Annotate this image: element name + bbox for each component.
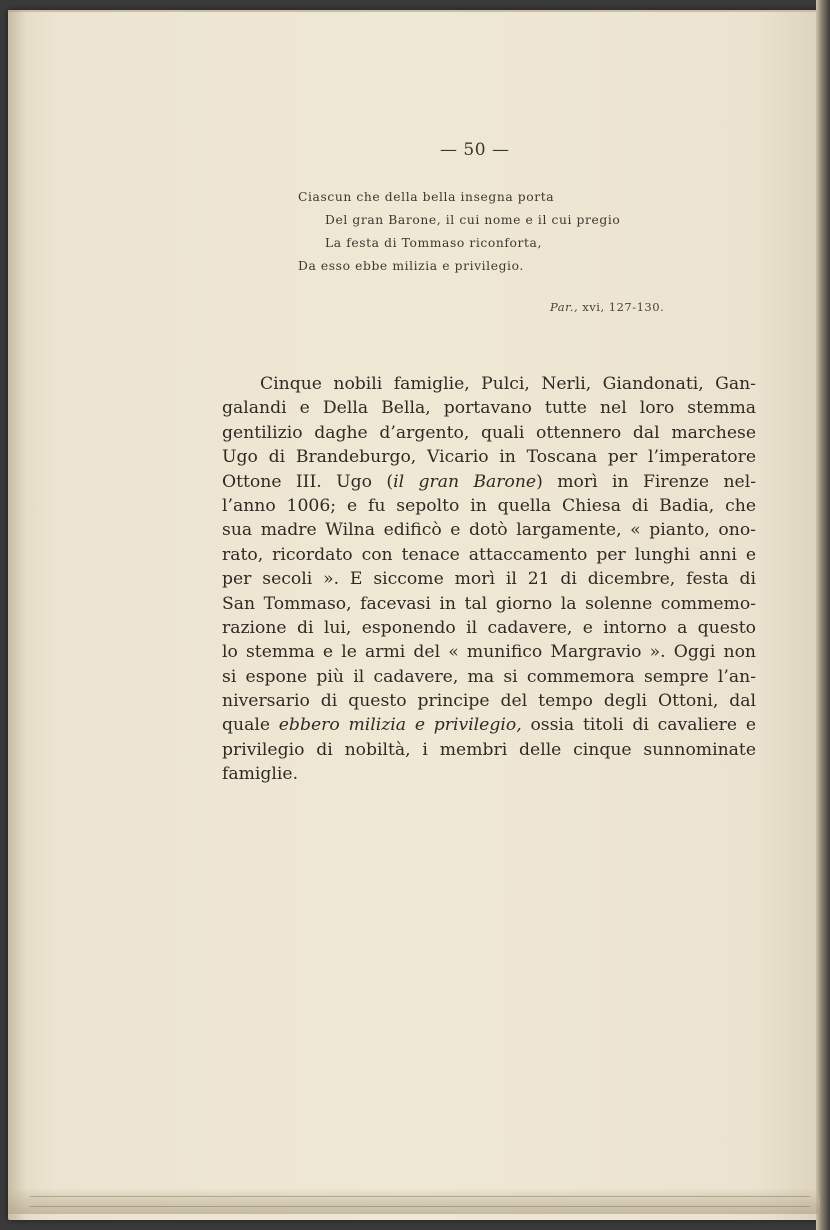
epigraph-line-4: Da esso ebbe milizia e privilegio.	[298, 259, 524, 273]
body-italic: ebbero milizia e privilegio,	[278, 715, 522, 736]
body-text: Ottone III. Ugo (	[222, 471, 394, 492]
body-line: si espone più il cadavere, ma si commemora sempre l’an-	[222, 666, 756, 687]
citation-abbr: Par.,	[550, 300, 579, 314]
body-line: razione di lui, esponendo il cadavere, e intorno a questo	[222, 617, 756, 638]
body-line	[222, 713, 756, 737]
body-line: galandi e Della Bella, portavano tutte nel loro stemma	[222, 398, 756, 419]
epigraph-line-2: Del gran Barone, il cui nome e il cui pregio	[325, 213, 621, 227]
body-line	[222, 470, 756, 494]
body-line: Ugo di Brandeburgo, Vicario in Toscana per l’imperatore	[222, 447, 756, 468]
body-line: famiglie.	[222, 764, 299, 785]
page-number: — 50 —	[440, 140, 510, 160]
body-line: gentilizio daghe d’argento, quali ottennero dal marchese	[222, 422, 756, 443]
citation-ref: xvi, 127-130.	[582, 300, 665, 314]
epigraph-line-3: La festa di Tommaso riconforta,	[325, 236, 543, 250]
body-line: niversario di questo principe del tempo degli Ottoni, dal	[222, 691, 756, 712]
body-text: ossia titoli di cavaliere e	[521, 715, 756, 736]
bottom-fold	[8, 1188, 820, 1214]
fold-line	[30, 1206, 810, 1207]
epigraph-line-1: Ciascun che della bella insegna porta	[298, 190, 555, 204]
body-paragraph	[222, 372, 756, 787]
body-line: lo stemma e le armi del « munifico Margravio ». Oggi non	[222, 642, 756, 663]
top-edge	[8, 10, 820, 12]
epigraph-citation	[550, 300, 664, 314]
body-line: l’anno 1006; e fu sepolto in quella Chiesa di Badia, che	[222, 495, 756, 516]
body-italic: il gran Barone	[393, 471, 537, 492]
body-text: quale	[222, 715, 279, 736]
binding-shadow	[8, 10, 26, 1220]
body-line: Cinque nobili famiglie, Pulci, Nerli, Giandonati, Gan-	[260, 374, 756, 394]
body-line: rato, ricordato con tenace attaccamento per lunghi anni e	[222, 544, 756, 565]
body-line: privilegio di nobiltà, i membri delle cinque sunnominate	[222, 739, 756, 760]
right-page-edge	[816, 0, 830, 1230]
body-line: San Tommaso, facevasi in tal giorno la solenne commemo-	[222, 593, 756, 614]
body-text: ) morì in Firenze nel-	[536, 471, 756, 492]
body-line: per secoli ». E siccome morì il 21 di dicembre, festa di	[222, 569, 756, 590]
fold-line	[30, 1196, 810, 1197]
body-line: sua madre Wilna edificò e dotò largamente, « pianto, ono-	[222, 520, 756, 541]
